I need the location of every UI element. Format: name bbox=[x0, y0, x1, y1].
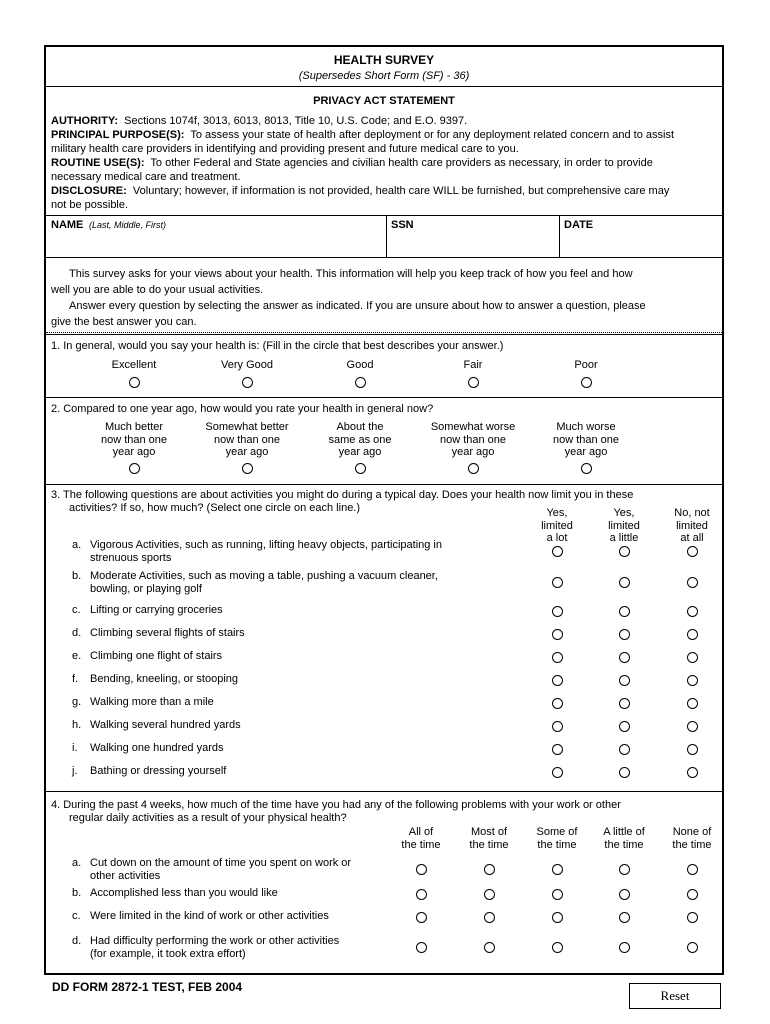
intro-line-2: well you are able to do your usual activities. bbox=[51, 284, 264, 296]
q3-answer-radio[interactable] bbox=[687, 675, 698, 686]
q1-option-radio[interactable] bbox=[581, 377, 592, 388]
intro-line-3: Answer every question by selecting the answer as indicated. If you are unsure about how to answer a question, please bbox=[69, 300, 646, 312]
q3-column-header-line: Yes, bbox=[546, 507, 568, 519]
q2-option-label-line: year ago bbox=[112, 446, 156, 458]
form-id: DD FORM 2872-1 TEST, FEB 2004 bbox=[52, 980, 243, 994]
q3-answer-radio[interactable] bbox=[687, 721, 698, 732]
q3-answer-radio[interactable] bbox=[619, 629, 630, 640]
q3-answer-radio[interactable] bbox=[552, 767, 563, 778]
q3-item-letter: f. bbox=[72, 673, 79, 685]
intro-line-4: give the best answer you can. bbox=[51, 316, 197, 328]
q4-item bbox=[72, 857, 351, 883]
q3-answer-radio[interactable] bbox=[619, 721, 630, 732]
form-subtitle: (Supersedes Short Form (SF) - 36) bbox=[298, 70, 470, 82]
q1-option-label: Excellent bbox=[111, 359, 157, 371]
purpose-text-2: military health care providers in identifying and providing present and future medical care to you. bbox=[51, 143, 519, 155]
q2-option-label-line: now than one bbox=[439, 433, 507, 446]
divider bbox=[46, 86, 722, 87]
q2-option-label bbox=[79, 421, 189, 459]
q3-item bbox=[72, 673, 238, 686]
q3-item bbox=[72, 627, 245, 640]
q4-column-header bbox=[454, 826, 524, 851]
q3-answer-radio[interactable] bbox=[552, 546, 563, 557]
q3-answer-radio[interactable] bbox=[552, 629, 563, 640]
purpose-text: To assess your state of health after deployment or for any deployment related concern and to assist bbox=[190, 129, 675, 141]
q3-answer-radio[interactable] bbox=[687, 698, 698, 709]
q4-item-text: Had difficulty performing the work or other activities bbox=[90, 935, 340, 947]
q4-item-letter: a. bbox=[72, 857, 82, 869]
q1-option-label: Poor bbox=[574, 359, 598, 371]
q3-item-letter: a. bbox=[72, 539, 82, 551]
q3-column-header-line: a little bbox=[609, 532, 639, 544]
q4-item-text-2: (for example, it took extra effort) bbox=[90, 948, 246, 960]
q2-option-label-line: now than one bbox=[552, 433, 620, 446]
q2-option-label-line: Much better bbox=[104, 421, 164, 433]
q3-item bbox=[72, 604, 223, 617]
q4-answer-radio[interactable] bbox=[552, 889, 563, 900]
q4-item bbox=[72, 935, 339, 961]
date-field[interactable] bbox=[560, 215, 722, 257]
q2-option-label bbox=[192, 421, 302, 459]
q2-option-label bbox=[531, 421, 641, 459]
q2-text: 2. Compared to one year ago, how would you rate your health in general now? bbox=[51, 403, 434, 415]
q4-item-letter: b. bbox=[72, 887, 82, 899]
q4-answer-radio[interactable] bbox=[552, 864, 563, 875]
q3-item-text: Lifting or carrying groceries bbox=[90, 604, 223, 616]
q3-item-letter: g. bbox=[72, 696, 82, 708]
q4-answer-radio[interactable] bbox=[687, 889, 698, 900]
divider bbox=[46, 397, 722, 398]
name-label: NAME bbox=[51, 219, 84, 231]
q2-option-label-line: year ago bbox=[564, 446, 608, 458]
q1-option-radio[interactable] bbox=[129, 377, 140, 388]
q2-option-radio[interactable] bbox=[468, 463, 479, 474]
q3-answer-radio[interactable] bbox=[619, 767, 630, 778]
q4-answer-radio[interactable] bbox=[619, 864, 630, 875]
q3-item-text: Walking several hundred yards bbox=[90, 719, 241, 731]
q3-item-text: Moderate Activities, such as moving a table, pushing a vacuum cleaner, bbox=[90, 570, 438, 582]
divider bbox=[46, 334, 722, 335]
q3-column-header-line: No, not bbox=[674, 507, 710, 519]
q4-column-header-line: Most of bbox=[470, 826, 508, 838]
q3-answer-radio[interactable] bbox=[552, 606, 563, 617]
q3-answer-radio[interactable] bbox=[619, 546, 630, 557]
q1-text: 1. In general, would you say your health is: (Fill in the circle that best describes your answer.) bbox=[51, 340, 504, 352]
ssn-field[interactable] bbox=[387, 215, 559, 257]
q3-item-text: Walking one hundred yards bbox=[90, 742, 224, 754]
q2-option-label-line: Somewhat worse bbox=[430, 421, 516, 433]
q1-option-label: Fair bbox=[463, 359, 483, 371]
q2-option-label-line: year ago bbox=[451, 446, 495, 458]
q3-item-letter: h. bbox=[72, 719, 82, 731]
q3-answer-radio[interactable] bbox=[552, 675, 563, 686]
q2-option-label-line: About the bbox=[336, 421, 384, 433]
q3-answer-radio[interactable] bbox=[687, 744, 698, 755]
q3-answer-radio[interactable] bbox=[619, 698, 630, 709]
q2-option-label-line: now than one bbox=[213, 433, 281, 446]
q4-answer-radio[interactable] bbox=[687, 942, 698, 953]
q4-answer-radio[interactable] bbox=[619, 889, 630, 900]
q2-option-label-line: Somewhat better bbox=[205, 421, 289, 433]
q4-item-text-2: other activities bbox=[90, 870, 161, 882]
q3-text-2: activities? If so, how much? (Select one circle on each line.) bbox=[69, 502, 361, 514]
q3-item bbox=[72, 570, 438, 596]
q4-answer-radio[interactable] bbox=[484, 942, 495, 953]
form-title: HEALTH SURVEY bbox=[333, 53, 435, 67]
q3-answer-radio[interactable] bbox=[619, 652, 630, 663]
survey-form bbox=[44, 45, 724, 975]
q3-answer-radio[interactable] bbox=[619, 675, 630, 686]
q4-answer-radio[interactable] bbox=[484, 864, 495, 875]
q3-column-header bbox=[589, 507, 659, 545]
q3-item-text: Climbing several flights of stairs bbox=[90, 627, 245, 639]
q3-item-letter: j. bbox=[72, 765, 78, 777]
q1-option-radio[interactable] bbox=[242, 377, 253, 388]
disclosure-label: DISCLOSURE: bbox=[51, 185, 127, 197]
q4-item-letter: c. bbox=[72, 910, 81, 922]
q3-answer-radio[interactable] bbox=[552, 652, 563, 663]
q3-answer-radio[interactable] bbox=[687, 652, 698, 663]
reset-button[interactable]: Reset bbox=[629, 983, 721, 1009]
q2-option-label-line: Much worse bbox=[556, 421, 616, 433]
routine-text-2: necessary medical care and treatment. bbox=[51, 171, 241, 183]
q4-column-header bbox=[386, 826, 456, 851]
q4-answer-radio[interactable] bbox=[552, 912, 563, 923]
q3-column-header-line: Yes, bbox=[613, 507, 635, 519]
disclosure-text: Voluntary; however, if information is not provided, health care WILL be furnished, but comprehensive care may bbox=[132, 185, 670, 197]
q3-item bbox=[72, 765, 226, 778]
q4-item-text: Accomplished less than you would like bbox=[90, 887, 278, 899]
q4-column-header bbox=[589, 826, 659, 851]
date-label: DATE bbox=[564, 219, 594, 231]
q3-column-header-line: limited bbox=[608, 519, 640, 532]
intro-line-1: This survey asks for your views about your health. This information will help you keep track of how you feel and how bbox=[69, 268, 633, 280]
q3-answer-radio[interactable] bbox=[687, 546, 698, 557]
q2-option-radio[interactable] bbox=[355, 463, 366, 474]
q3-column-header-line: a lot bbox=[546, 532, 568, 544]
q4-column-header-line: the time bbox=[401, 838, 441, 851]
q3-item-letter: e. bbox=[72, 650, 82, 662]
divider bbox=[46, 484, 722, 485]
divider bbox=[46, 332, 722, 333]
q4-column-header-line: the time bbox=[537, 838, 577, 851]
q4-answer-radio[interactable] bbox=[687, 912, 698, 923]
q3-item bbox=[72, 742, 224, 755]
q3-answer-radio[interactable] bbox=[552, 721, 563, 732]
name-hint: (Last, Middle, First) bbox=[89, 220, 167, 230]
q3-answer-radio[interactable] bbox=[552, 744, 563, 755]
q2-option-label bbox=[305, 421, 415, 459]
q3-item bbox=[72, 650, 222, 663]
q1-option-radio[interactable] bbox=[468, 377, 479, 388]
q2-option-radio[interactable] bbox=[242, 463, 253, 474]
q2-option-label-line: year ago bbox=[225, 446, 269, 458]
q4-column-header-line: A little of bbox=[603, 826, 645, 838]
q3-item-text: Walking more than a mile bbox=[90, 696, 214, 708]
q3-item-text-2: strenuous sports bbox=[90, 552, 172, 564]
q1-option-label: Good bbox=[346, 359, 374, 371]
q4-column-header-line: All of bbox=[408, 826, 434, 838]
q3-item-text: Climbing one flight of stairs bbox=[90, 650, 223, 662]
q4-item-letter: d. bbox=[72, 935, 82, 947]
q4-column-header bbox=[657, 826, 727, 851]
q3-item-text-2: bowling, or playing golf bbox=[90, 583, 202, 595]
q3-column-header bbox=[522, 507, 592, 545]
q4-column-header-line: None of bbox=[672, 826, 712, 838]
q3-answer-radio[interactable] bbox=[687, 577, 698, 588]
q4-item bbox=[72, 887, 278, 900]
q1-option-label: Very Good bbox=[221, 359, 273, 371]
q2-option-label-line: now than one bbox=[100, 433, 168, 446]
divider bbox=[46, 791, 722, 792]
q4-answer-radio[interactable] bbox=[619, 912, 630, 923]
routine-label: ROUTINE USE(S): bbox=[51, 157, 145, 169]
q3-column-header bbox=[657, 507, 727, 545]
q4-answer-radio[interactable] bbox=[687, 864, 698, 875]
routine-text: To other Federal and State agencies and civilian health care providers as necessary, in order to provide bbox=[150, 157, 653, 169]
q3-item bbox=[72, 719, 241, 732]
q3-answer-radio[interactable] bbox=[619, 606, 630, 617]
q2-option-label-line: year ago bbox=[338, 446, 382, 458]
q4-answer-radio[interactable] bbox=[416, 889, 427, 900]
q2-option-label-line: same as one bbox=[328, 433, 392, 446]
q3-answer-radio[interactable] bbox=[619, 577, 630, 588]
q4-answer-radio[interactable] bbox=[416, 864, 427, 875]
q4-item bbox=[72, 910, 329, 923]
q3-column-header-line: limited bbox=[676, 519, 708, 532]
q3-answer-radio[interactable] bbox=[552, 577, 563, 588]
q4-answer-radio[interactable] bbox=[416, 912, 427, 923]
q4-column-header bbox=[522, 826, 592, 851]
q4-column-header-line: the time bbox=[469, 838, 509, 851]
q3-item-letter: d. bbox=[72, 627, 82, 639]
q3-column-header-line: limited bbox=[541, 519, 573, 532]
q2-option-radio[interactable] bbox=[581, 463, 592, 474]
q3-item bbox=[72, 696, 214, 709]
q3-answer-radio[interactable] bbox=[687, 767, 698, 778]
q4-column-header-line: the time bbox=[672, 838, 712, 851]
q3-answer-radio[interactable] bbox=[687, 629, 698, 640]
q3-item bbox=[72, 539, 442, 565]
q3-item-text: Bending, kneeling, or stooping bbox=[90, 673, 238, 685]
name-field[interactable] bbox=[46, 215, 386, 257]
q4-column-header-line: the time bbox=[604, 838, 644, 851]
q3-item-letter: i. bbox=[72, 742, 78, 754]
q3-item-text: Bathing or dressing yourself bbox=[90, 765, 227, 777]
q4-answer-radio[interactable] bbox=[416, 942, 427, 953]
q4-answer-radio[interactable] bbox=[552, 942, 563, 953]
q3-item-letter: c. bbox=[72, 604, 81, 616]
divider bbox=[46, 257, 722, 258]
q4-text-2: regular daily activities as a result of your physical health? bbox=[69, 812, 347, 824]
q3-text-1: 3. The following questions are about activities you might do during a typical day. Does your health now limit you in these bbox=[51, 489, 634, 501]
q2-option-radio[interactable] bbox=[129, 463, 140, 474]
q1-option-radio[interactable] bbox=[355, 377, 366, 388]
intro-text bbox=[51, 267, 718, 329]
q3-answer-radio[interactable] bbox=[552, 698, 563, 709]
disclosure-text-2: not be possible. bbox=[51, 199, 129, 211]
purpose-label: PRINCIPAL PURPOSE(S): bbox=[51, 129, 185, 141]
q4-text-1: 4. During the past 4 weeks, how much of the time have you had any of the following problems with your work or other bbox=[51, 799, 621, 811]
q3-answer-radio[interactable] bbox=[687, 606, 698, 617]
q3-answer-radio[interactable] bbox=[619, 744, 630, 755]
ssn-label: SSN bbox=[391, 219, 414, 231]
q2-option-label bbox=[418, 421, 528, 459]
q4-answer-radio[interactable] bbox=[484, 889, 495, 900]
q3-item-letter: b. bbox=[72, 570, 82, 582]
q4-answer-radio[interactable] bbox=[484, 912, 495, 923]
q4-item-text: Were limited in the kind of work or other activities bbox=[90, 910, 329, 922]
authority-text: Sections 1074f, 3013, 6013, 8013, Title 10, U.S. Code; and E.O. 9397. bbox=[124, 115, 468, 127]
q3-item-text: Vigorous Activities, such as running, lifting heavy objects, participating in bbox=[90, 539, 442, 551]
privacy-heading: PRIVACY ACT STATEMENT bbox=[313, 95, 455, 107]
q4-answer-radio[interactable] bbox=[619, 942, 630, 953]
q4-column-header-line: Some of bbox=[536, 826, 578, 838]
privacy-statement bbox=[51, 114, 718, 212]
q4-item-text: Cut down on the amount of time you spent on work or bbox=[90, 857, 352, 869]
q3-column-header-line: at all bbox=[680, 532, 704, 544]
authority-label: AUTHORITY: bbox=[51, 115, 119, 127]
